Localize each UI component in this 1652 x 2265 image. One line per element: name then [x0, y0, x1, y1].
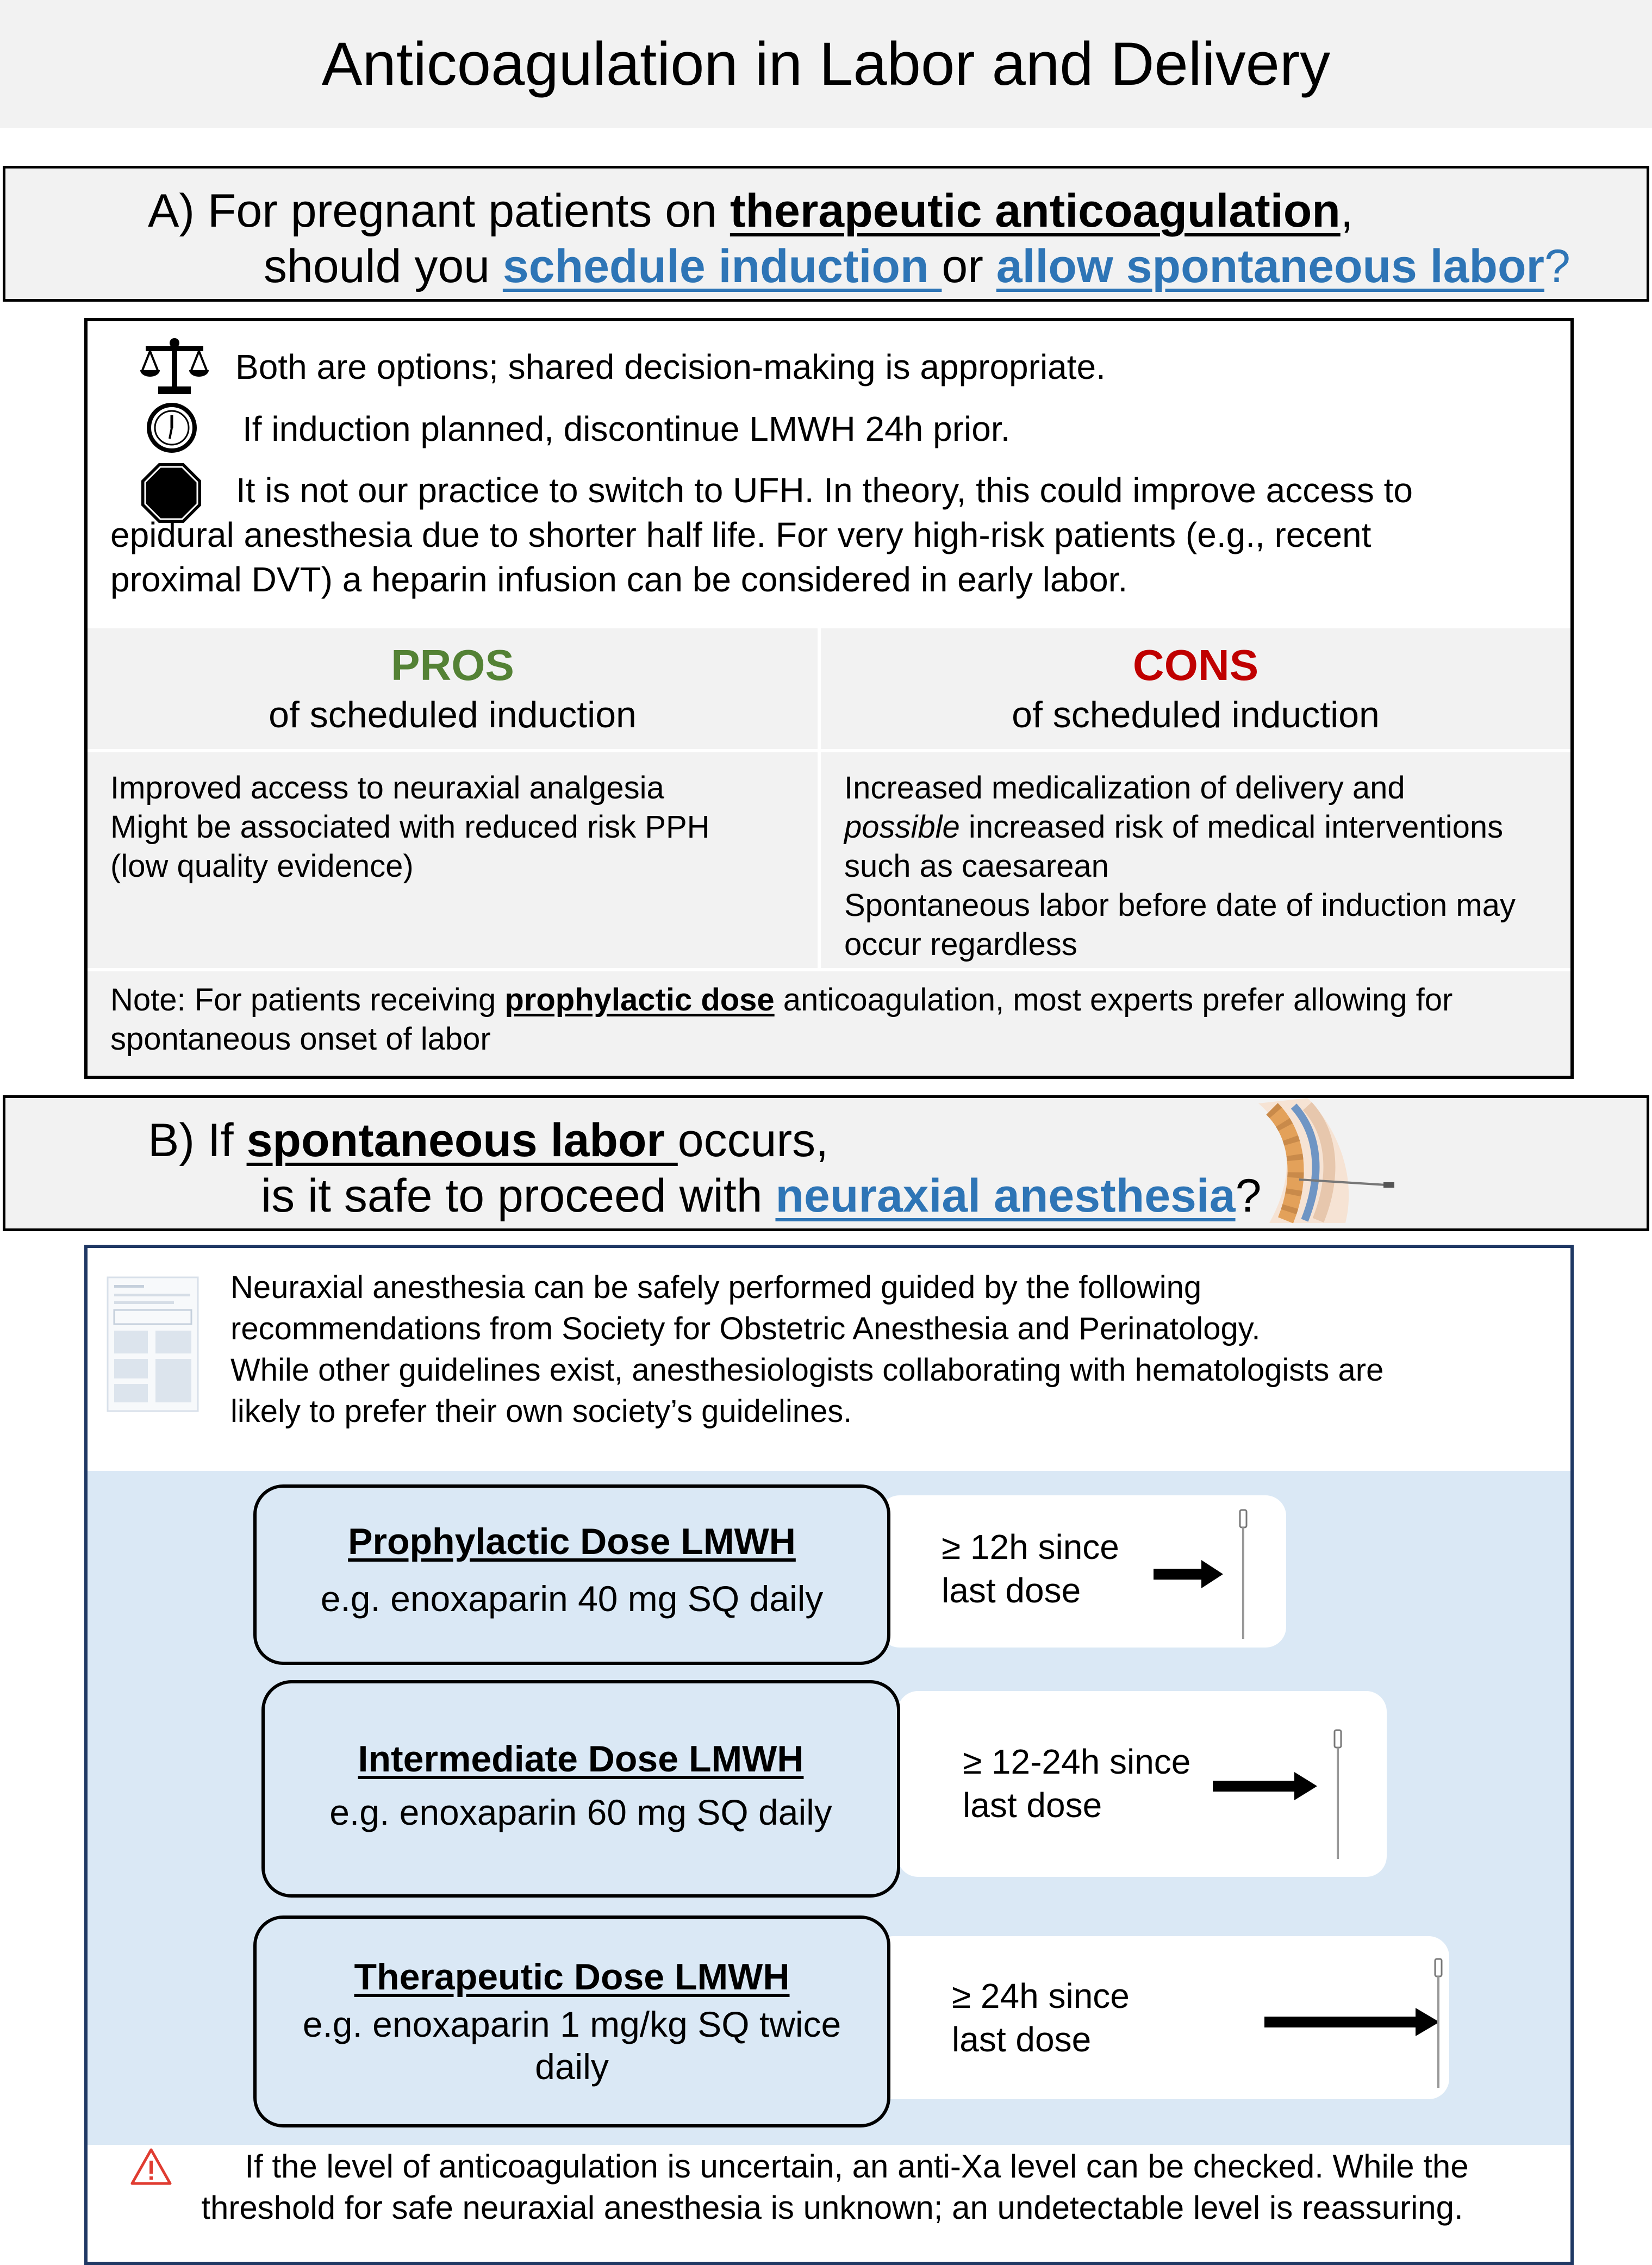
- question-text: or: [942, 240, 996, 292]
- option-spontaneous-labor: allow spontaneous labor: [996, 240, 1544, 292]
- note-text: Note: For patients receiving: [110, 982, 505, 1018]
- cons-list: [844, 769, 1516, 964]
- note-line1: [110, 981, 1452, 1020]
- cons-heading: CONS: [1132, 641, 1259, 689]
- question-text: B) If: [148, 1114, 247, 1166]
- timing-line: ≥ 12h since: [942, 1527, 1119, 1567]
- cons-subheading: of scheduled induction: [1012, 694, 1380, 735]
- timing-line: last dose: [963, 1786, 1102, 1825]
- timing-line: ≥ 24h since: [952, 1976, 1130, 2016]
- row-divider: [88, 968, 1570, 971]
- dose-card-prophylactic: [253, 1484, 890, 1665]
- section-b-question-box: [3, 1095, 1649, 1231]
- dose-card-therapeutic: [253, 1915, 890, 2127]
- timing-card-intermediate: [897, 1691, 1387, 1877]
- point-discontinue-lmwh: If induction planned, discontinue LMWH 24h prior.: [242, 409, 1011, 448]
- pros-cons-table: [88, 628, 1570, 1076]
- intro-line4: likely to prefer their own society’s guidelines.: [230, 1394, 852, 1429]
- cons-item: [844, 808, 1516, 847]
- timing-card-prophylactic: [879, 1495, 1286, 1648]
- question-mark: ?: [1544, 240, 1570, 292]
- timing-text: [963, 1740, 1190, 1827]
- cons-text: increased risk of medical interventions: [959, 809, 1504, 845]
- question-text: should you: [264, 240, 503, 292]
- prophylactic-note: [110, 981, 1452, 1059]
- pros-item: Might be associated with reduced risk PPH: [110, 809, 710, 845]
- note-text: anticoagulation, most experts prefer allowing for: [774, 982, 1453, 1018]
- intro-line2: recommendations from Society for Obstetric Anesthesia and Perinatology.: [230, 1311, 1261, 1346]
- point-ufh-line1: It is not our practice to switch to UFH. In theory, this could improve access to: [236, 471, 1413, 510]
- pros-item: Improved access to neuraxial analgesia: [110, 770, 664, 806]
- point-shared-decision: Both are options; shared decision-making is appropriate.: [235, 347, 1106, 386]
- dose-example: e.g. enoxaparin 40 mg SQ daily: [320, 1578, 824, 1619]
- option-schedule-induction: schedule induction: [502, 240, 942, 292]
- intro-line1: Neuraxial anesthesia can be safely performed guided by the following: [230, 1270, 1202, 1305]
- spinal-needle-icon: [1430, 1958, 1447, 2091]
- neuraxial-anesthesia-link: neuraxial anesthesia: [775, 1170, 1236, 1222]
- question-emphasis: therapeutic anticoagulation: [730, 185, 1341, 237]
- cons-item: Spontaneous labor before date of induction may: [844, 888, 1516, 923]
- pros-list: [110, 769, 710, 886]
- cons-italic-word: possible: [844, 809, 960, 845]
- dose-title: Intermediate Dose LMWH: [358, 1738, 804, 1780]
- dose-title: Therapeutic Dose LMWH: [354, 1956, 790, 1998]
- spinal-needle-icon: [1330, 1729, 1346, 1862]
- question-text: is it safe to proceed with: [261, 1170, 776, 1222]
- page-title: Anticoagulation in Labor and Delivery: [321, 30, 1331, 98]
- point-ufh-line2: epidural anesthesia due to shorter half life. For very high-risk patients (e.g., recent: [110, 515, 1372, 554]
- arrow-right-icon: [1264, 2006, 1441, 2038]
- dose-example: [257, 2003, 887, 2088]
- question-mark: ?: [1235, 1170, 1262, 1222]
- warning-line2: threshold for safe neuraxial anesthesia is unknown; an undetectable level is reassuring.: [201, 2189, 1463, 2226]
- arrow-right-icon: [1154, 1558, 1224, 1590]
- spine-illustration-icon: [1248, 1098, 1432, 1228]
- arrow-right-icon: [1213, 1770, 1319, 1802]
- section-b-answer-box: [84, 1245, 1574, 2265]
- pros-heading: PROS: [391, 641, 514, 689]
- cons-item: occur regardless: [844, 927, 1077, 962]
- timing-line: last dose: [942, 1571, 1081, 1610]
- section-b-question-line1: [148, 1114, 828, 1166]
- anti-xa-warning: [115, 2146, 1550, 2229]
- section-a-answer-box: [84, 318, 1574, 1079]
- intro-line3: While other guidelines exist, anesthesiologists collaborating with hematologists are: [230, 1352, 1384, 1388]
- question-text: occurs,: [677, 1114, 828, 1166]
- question-text: A) For pregnant patients on: [148, 185, 730, 237]
- dose-example: e.g. enoxaparin 60 mg SQ daily: [329, 1792, 832, 1832]
- title-banner: [0, 0, 1652, 128]
- section-a-question-line2: [264, 240, 1570, 292]
- timing-line: last dose: [952, 2020, 1092, 2059]
- clock-icon: [146, 402, 198, 454]
- question-text: ,: [1340, 185, 1354, 237]
- note-line2: spontaneous onset of labor: [110, 1021, 491, 1057]
- dose-example-line: e.g. enoxaparin 1 mg/kg SQ twice: [302, 2004, 841, 2044]
- guidelines-document-icon: [107, 1276, 199, 1412]
- timing-text: [952, 1974, 1130, 2061]
- warning-line1: If the level of anticoagulation is uncertain, an anti-Xa level can be checked. While the: [245, 2148, 1469, 2185]
- section-a-question-line1: [148, 185, 1354, 237]
- dose-title: Prophylactic Dose LMWH: [348, 1521, 796, 1562]
- timing-text: [942, 1525, 1119, 1612]
- section-b-question-line2: [261, 1170, 1262, 1222]
- dose-example-line: daily: [535, 2046, 609, 2087]
- section-a-question-box: [3, 166, 1649, 302]
- question-emphasis: spontaneous labor: [246, 1114, 678, 1166]
- spinal-needle-icon: [1235, 1509, 1251, 1642]
- dose-card-intermediate: [261, 1680, 900, 1898]
- scales-icon: [139, 338, 210, 397]
- cons-item: such as caesarean: [844, 848, 1109, 884]
- point-ufh-line3: proximal DVT) a heparin infusion can be considered in early labor.: [110, 560, 1128, 599]
- row-divider: [88, 749, 1570, 752]
- timing-line: ≥ 12-24h since: [963, 1742, 1191, 1781]
- cons-item: Increased medicalization of delivery and: [844, 770, 1405, 806]
- timing-card-therapeutic: [873, 1936, 1449, 2099]
- pros-item: (low quality evidence): [110, 848, 414, 884]
- pros-subheading: of scheduled induction: [269, 694, 637, 735]
- dose-recommendations-panel: [88, 1471, 1570, 2145]
- note-emphasis: prophylactic dose: [504, 982, 775, 1018]
